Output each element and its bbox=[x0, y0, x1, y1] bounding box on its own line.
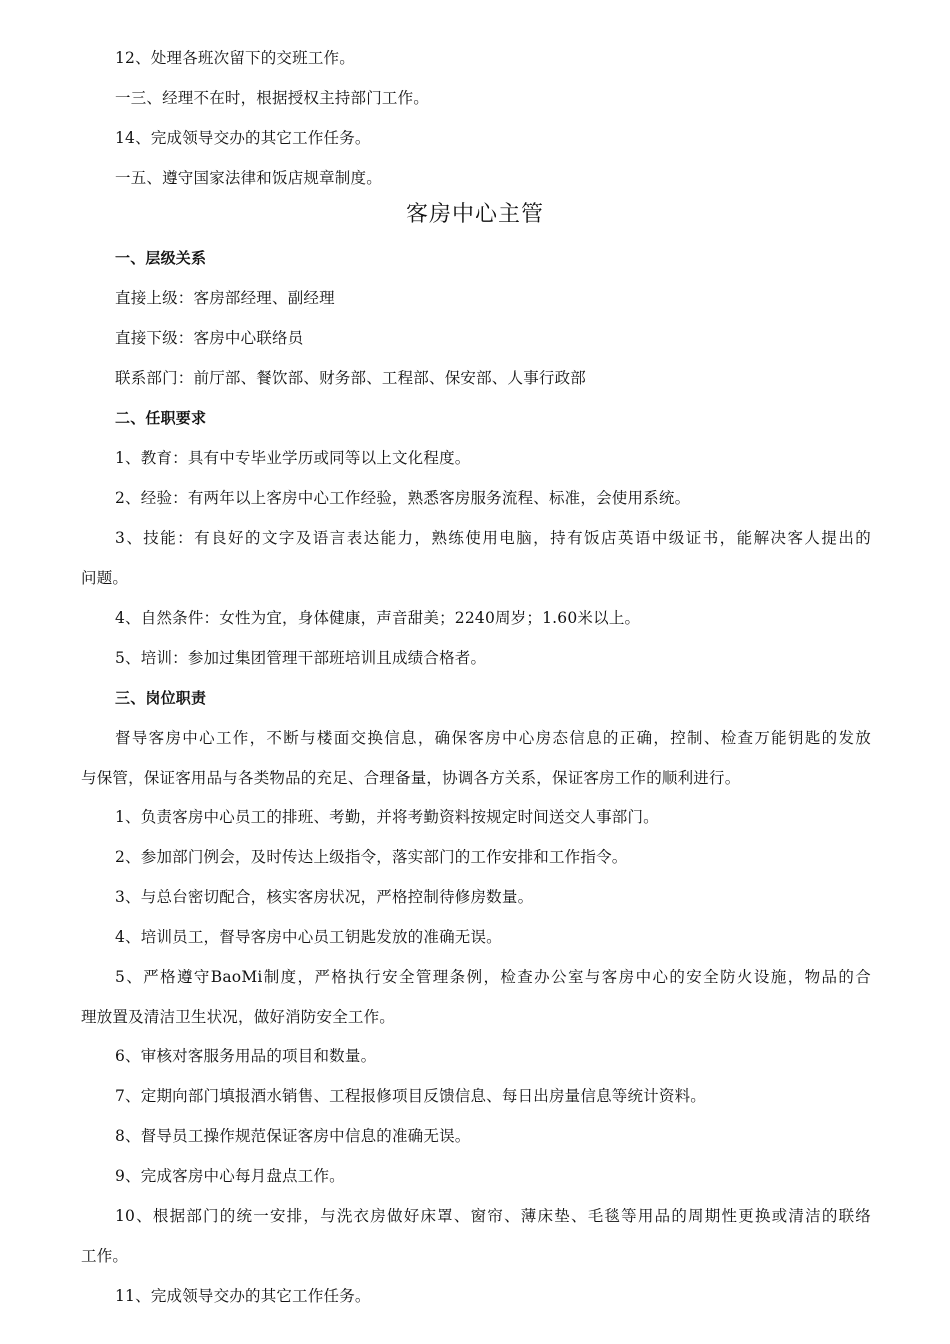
list-item: 一五、遵守国家法律和饭店规章制度。 bbox=[115, 169, 382, 187]
list-item: 14、完成领导交办的其它工作任务。 bbox=[115, 129, 371, 147]
duties-intro-line2: 与保管，保证客用品与各类物品的充足、合理备量，协调各方关系，保证客房工作的顺利进行。 bbox=[81, 769, 741, 787]
duty-item-11: 11、完成领导交办的其它工作任务。 bbox=[115, 1287, 371, 1305]
requirement-physical: 4、自然条件：女性为宜，身体健康，声音甜美；2240周岁；1.60米以上。 bbox=[115, 609, 641, 627]
related-departments-line: 联系部门：前厅部、餐饮部、财务部、工程部、保安部、人事行政部 bbox=[115, 369, 587, 387]
duty-item-5-line2: 理放置及清洁卫生状况，做好消防安全工作。 bbox=[81, 1008, 396, 1026]
requirement-experience: 2、经验：有两年以上客房中心工作经验，熟悉客房服务流程、标准，会使用系统。 bbox=[115, 489, 691, 507]
duties-intro-line1: 督导客房中心工作，不断与楼面交换信息，确保客房中心房态信息的正确，控制、检查万能钥匙的发放 bbox=[115, 729, 871, 747]
requirement-skills-line2: 问题。 bbox=[81, 569, 129, 587]
duty-item-10-line1: 10、根据部门的统一安排，与洗衣房做好床罩、窗帘、薄床垫、毛毯等用品的周期性更换或清洁的联络 bbox=[115, 1207, 871, 1225]
requirement-training: 5、培训：参加过集团管理干部班培训且成绩合格者。 bbox=[115, 649, 487, 667]
duty-item-10-line2: 工作。 bbox=[81, 1247, 129, 1265]
duty-item-8: 8、督导员工操作规范保证客房中信息的准确无误。 bbox=[115, 1127, 471, 1145]
direct-superior-line: 直接上级：客房部经理、副经理 bbox=[115, 289, 335, 307]
duty-item-6: 6、审核对客服务用品的项目和数量。 bbox=[115, 1047, 377, 1065]
duty-item-9: 9、完成客房中心每月盘点工作。 bbox=[115, 1167, 345, 1185]
list-item: 一三、经理不在时，根据授权主持部门工作。 bbox=[115, 89, 430, 107]
section-heading-duties: 三、岗位职责 bbox=[115, 689, 207, 707]
section-heading-requirements: 二、任职要求 bbox=[115, 409, 207, 427]
duty-item-5-line1: 5、严格遵守BaoMi制度，严格执行安全管理条例，检查办公室与客房中心的安全防火设施，物品的合 bbox=[115, 968, 871, 986]
duty-item-2: 2、参加部门例会，及时传达上级指令，落实部门的工作安排和工作指令。 bbox=[115, 848, 628, 866]
duty-item-7: 7、定期向部门填报酒水销售、工程报修项目反馈信息、每日出房量信息等统计资料。 bbox=[115, 1087, 706, 1105]
direct-subordinate-line: 直接下级：客房中心联络员 bbox=[115, 329, 304, 347]
duty-item-4: 4、培训员工，督导客房中心员工钥匙发放的准确无误。 bbox=[115, 928, 502, 946]
requirement-education: 1、教育：具有中专毕业学历或同等以上文化程度。 bbox=[115, 449, 471, 467]
duty-item-1: 1、负责客房中心员工的排班、考勤，并将考勤资料按规定时间送交人事部门。 bbox=[115, 808, 659, 826]
duty-item-3: 3、与总台密切配合，核实客房状况，严格控制待修房数量。 bbox=[115, 888, 534, 906]
requirement-skills-line1: 3、技能：有良好的文字及语言表达能力，熟练使用电脑，持有饭店英语中级证书，能解决客人提出的 bbox=[115, 529, 871, 547]
section-heading-hierarchy: 一、层级关系 bbox=[115, 249, 207, 267]
page-title: 客房中心主管 bbox=[405, 202, 544, 227]
list-item: 12、处理各班次留下的交班工作。 bbox=[115, 49, 355, 67]
